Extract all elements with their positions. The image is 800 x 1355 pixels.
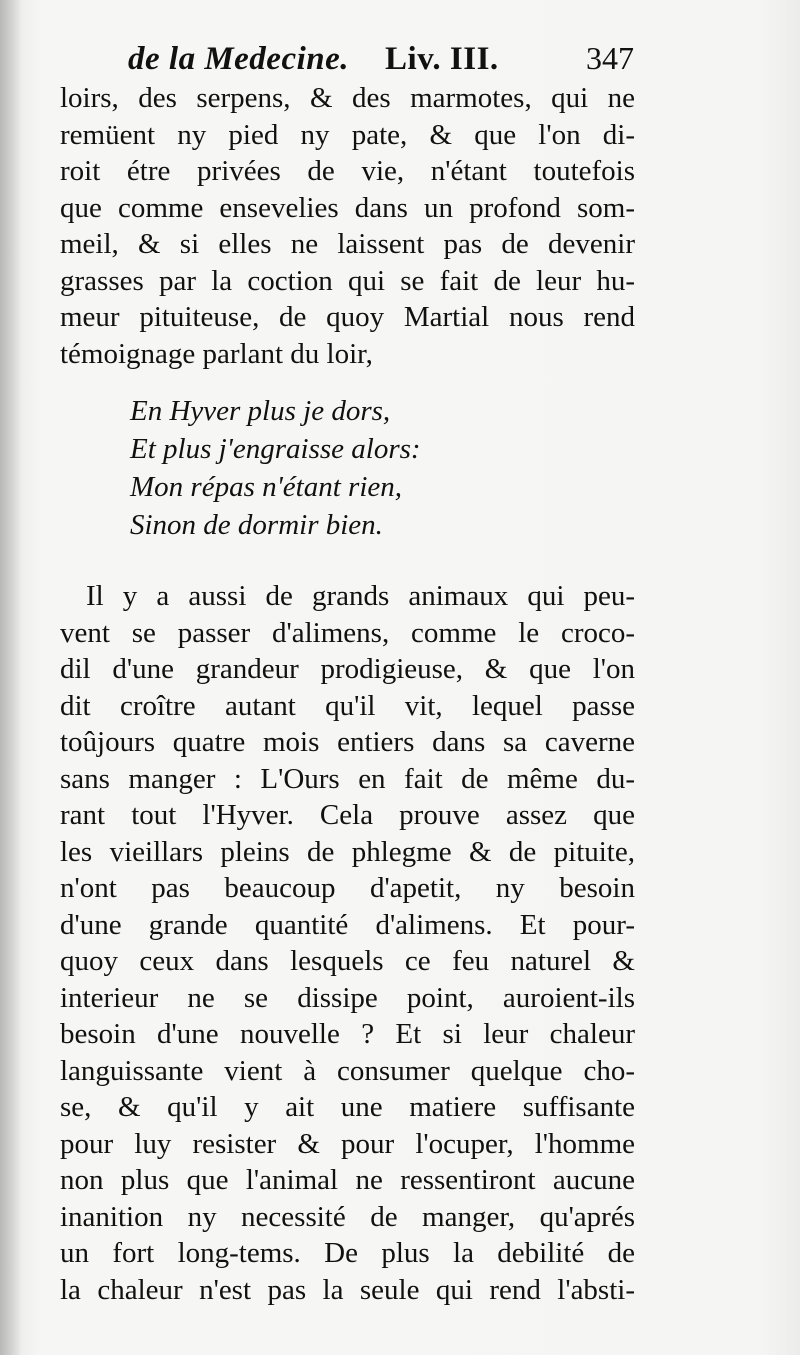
- text-line: les vieillars pleins de phlegme & de pituite,: [60, 835, 635, 868]
- verse-line: En Hyver plus je dors,: [130, 395, 391, 427]
- text-line: interieur ne se dissipe point, auroient-ils: [60, 981, 635, 1014]
- text-line: inanition ny necessité de manger, qu'aprés: [60, 1200, 635, 1233]
- gutter-shadow: [0, 0, 22, 1355]
- text-line: pour luy resister & pour l'ocuper, l'homme: [60, 1127, 635, 1160]
- text-line: la chaleur n'est pas la seule qui rend l'absti-: [60, 1273, 635, 1306]
- text-line: meur pituiteuse, de quoy Martial nous rend: [60, 301, 635, 333]
- text-line: remüent ny pied ny pate, & que l'on di-: [60, 118, 635, 151]
- paragraph-1: [60, 80, 635, 372]
- text-line: dil d'une grandeur prodigieuse, & que l'on: [60, 653, 635, 685]
- text-line: d'une grande quantité d'alimens. Et pour-: [60, 908, 635, 941]
- verse-line: Mon répas n'étant rien,: [130, 471, 403, 503]
- verse-quote: [130, 392, 470, 544]
- verse-line: Et plus j'engraisse alors:: [130, 433, 421, 465]
- text-line: toûjours quatre mois entiers dans sa caverne: [60, 726, 635, 758]
- text-line: loirs, des serpens, & des marmotes, qui ne: [60, 82, 635, 114]
- text-line: se, & qu'il y ait une matiere suffisante: [60, 1091, 635, 1123]
- text-line: Il y a aussi de grands animaux qui peu-: [86, 580, 635, 612]
- text-line: témoignage parlant du loir,: [60, 337, 373, 370]
- running-title: de la Medecine.: [128, 41, 350, 77]
- text-line: que comme ensevelies dans un profond som-: [60, 191, 635, 224]
- text-line: dit croître autant qu'il vit, lequel passe: [60, 689, 635, 722]
- paragraph-2: [60, 578, 635, 1308]
- text-line: quoy ceux dans lesquels ce feu naturel &: [60, 945, 635, 977]
- verse-line: Sinon de dormir bien.: [130, 509, 383, 541]
- text-line: grasses par la coction qui se fait de leur hu-: [60, 264, 635, 297]
- text-line: rant tout l'Hyver. Cela prouve assez que: [60, 799, 635, 831]
- text-line: n'ont pas beaucoup d'apetit, ny besoin: [60, 872, 635, 904]
- page-number: 347: [586, 40, 634, 76]
- text-line: meil, & si elles ne laissent pas de devenir: [60, 228, 635, 260]
- text-line: languissante vient à consumer quelque cho-: [60, 1054, 635, 1087]
- text-line: besoin d'une nouvelle ? Et si leur chaleur: [60, 1018, 635, 1050]
- running-head: [128, 40, 634, 84]
- text-line: roit étre privées de vie, n'étant toutefois: [60, 155, 635, 187]
- book-number: Liv. III.: [385, 41, 499, 77]
- text-line: un fort long-tems. De plus la debilité de: [60, 1237, 635, 1269]
- text-line: sans manger : L'Ours en fait de même du-: [60, 762, 635, 795]
- text-line: vent se passer d'alimens, comme le croco-: [60, 616, 635, 649]
- text-line: non plus que l'animal ne ressentiront aucune: [60, 1164, 635, 1196]
